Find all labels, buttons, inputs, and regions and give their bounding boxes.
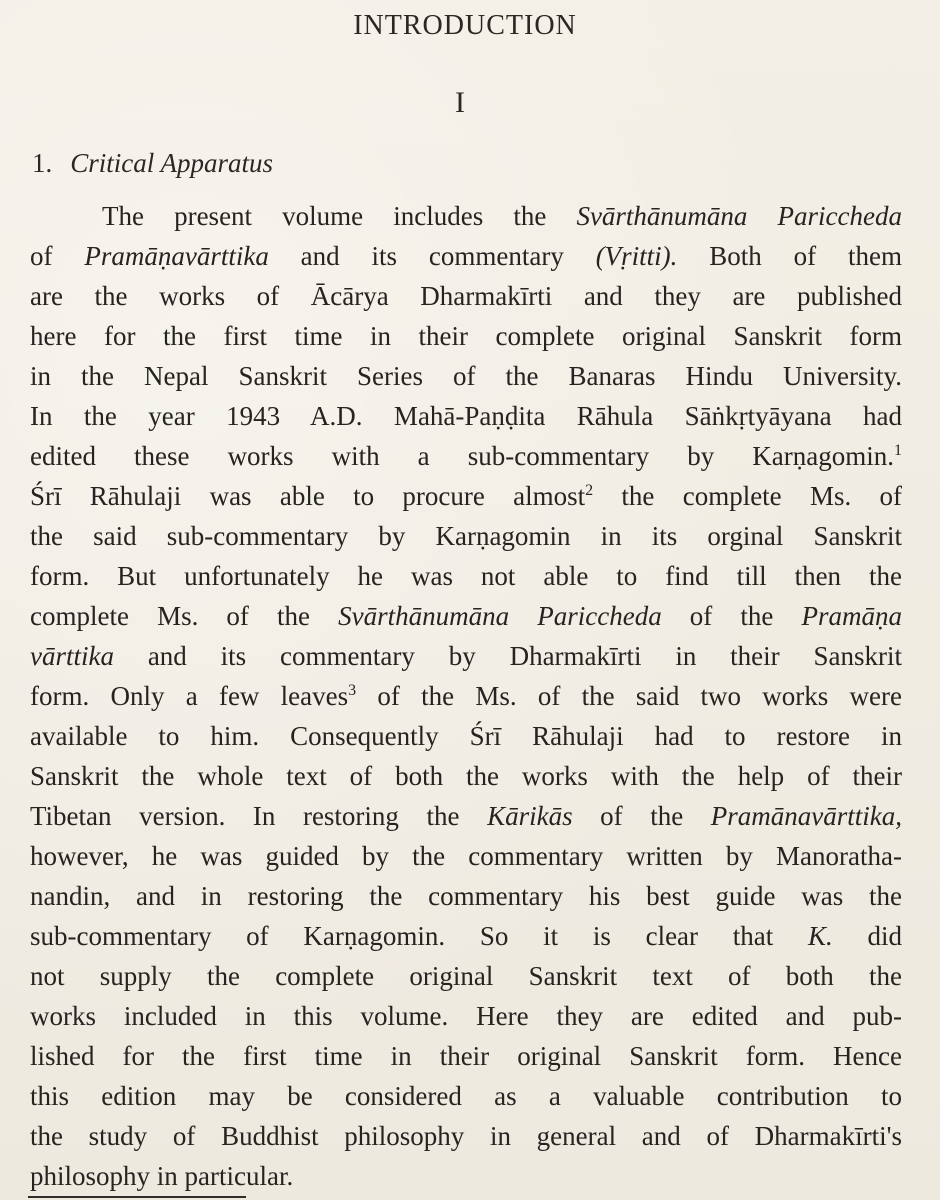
- footnote-marker[interactable]: 2: [585, 482, 594, 499]
- text-line: vārttika and its commentary by Dharmakīrti in their Sanskrit: [30, 641, 902, 671]
- subsection-number: 1.: [32, 148, 53, 178]
- subsection-heading: [32, 148, 273, 179]
- text-line: sub-commentary of Karṇagomin. So it is clear that K. did: [30, 921, 902, 951]
- text-line: not supply the complete original Sanskrit text of both the: [30, 961, 902, 991]
- footnote-divider: [28, 1196, 246, 1198]
- text-line: philosophy in particular.: [30, 1161, 294, 1191]
- body-paragraph: [30, 196, 902, 1196]
- text-line: Sanskrit the whole text of both the works with the help of their: [30, 761, 902, 791]
- text-line: In the year 1943 A.D. Mahā-Paṇḍita Rāhula Sāṅkṛtyāyana had: [30, 401, 902, 431]
- text-line: The present volume includes the Svārthānumāna Pariccheda: [102, 201, 902, 231]
- text-line: available to him. Consequently Śrī Rāhulaji had to restore in: [30, 721, 902, 751]
- text-line: lished for the first time in their original Sanskrit form. Hence: [30, 1041, 902, 1071]
- text-line: form. Only a few leaves$^3$ of the Ms. of the said two works were: [30, 681, 903, 711]
- text-line: form. But unfortunately he was not able to find till then the: [30, 561, 902, 591]
- text-line: Tibetan version. In restoring the Kārikās of the Pramānavārttika,: [30, 801, 902, 831]
- text-line: complete Ms. of the Svārthānumāna Pariccheda of the Pramāṇa: [30, 601, 903, 631]
- text-line: edited these works with a sub-commentary by Karṇagomin.$^1$: [30, 441, 902, 471]
- text-line: are the works of Ācārya Dharmakīrti and they are published: [30, 281, 902, 311]
- text-line: nandin, and in restoring the commentary his best guide was the: [30, 881, 902, 911]
- text-line: Śrī Rāhulaji was able to procure almost$^2$ the complete Ms. of: [30, 481, 902, 511]
- text-line: the said sub-commentary by Karṇagomin in its orginal Sanskrit: [30, 521, 902, 551]
- text-line: works included in this volume. Here they are edited and pub-: [30, 1001, 902, 1031]
- text-line: here for the first time in their complete original Sanskrit form: [30, 321, 902, 351]
- footnote-marker[interactable]: 3: [348, 682, 357, 699]
- text-line: in the Nepal Sanskrit Series of the Banaras Hindu University.: [30, 361, 902, 391]
- section-numeral: I: [455, 86, 465, 119]
- text-line: of Pramāṇavārttika and its commentary (Vṛitti). Both of them: [30, 241, 902, 271]
- page-heading: INTRODUCTION: [353, 10, 577, 41]
- subsection-title: Critical Apparatus: [70, 148, 274, 178]
- text-line: however, he was guided by the commentary written by Manoratha-: [30, 841, 902, 871]
- text-line: this edition may be considered as a valuable contribution to: [30, 1081, 902, 1111]
- text-line: the study of Buddhist philosophy in general and of Dharmakīrti's: [30, 1121, 902, 1151]
- footnote-marker[interactable]: 1: [894, 442, 902, 459]
